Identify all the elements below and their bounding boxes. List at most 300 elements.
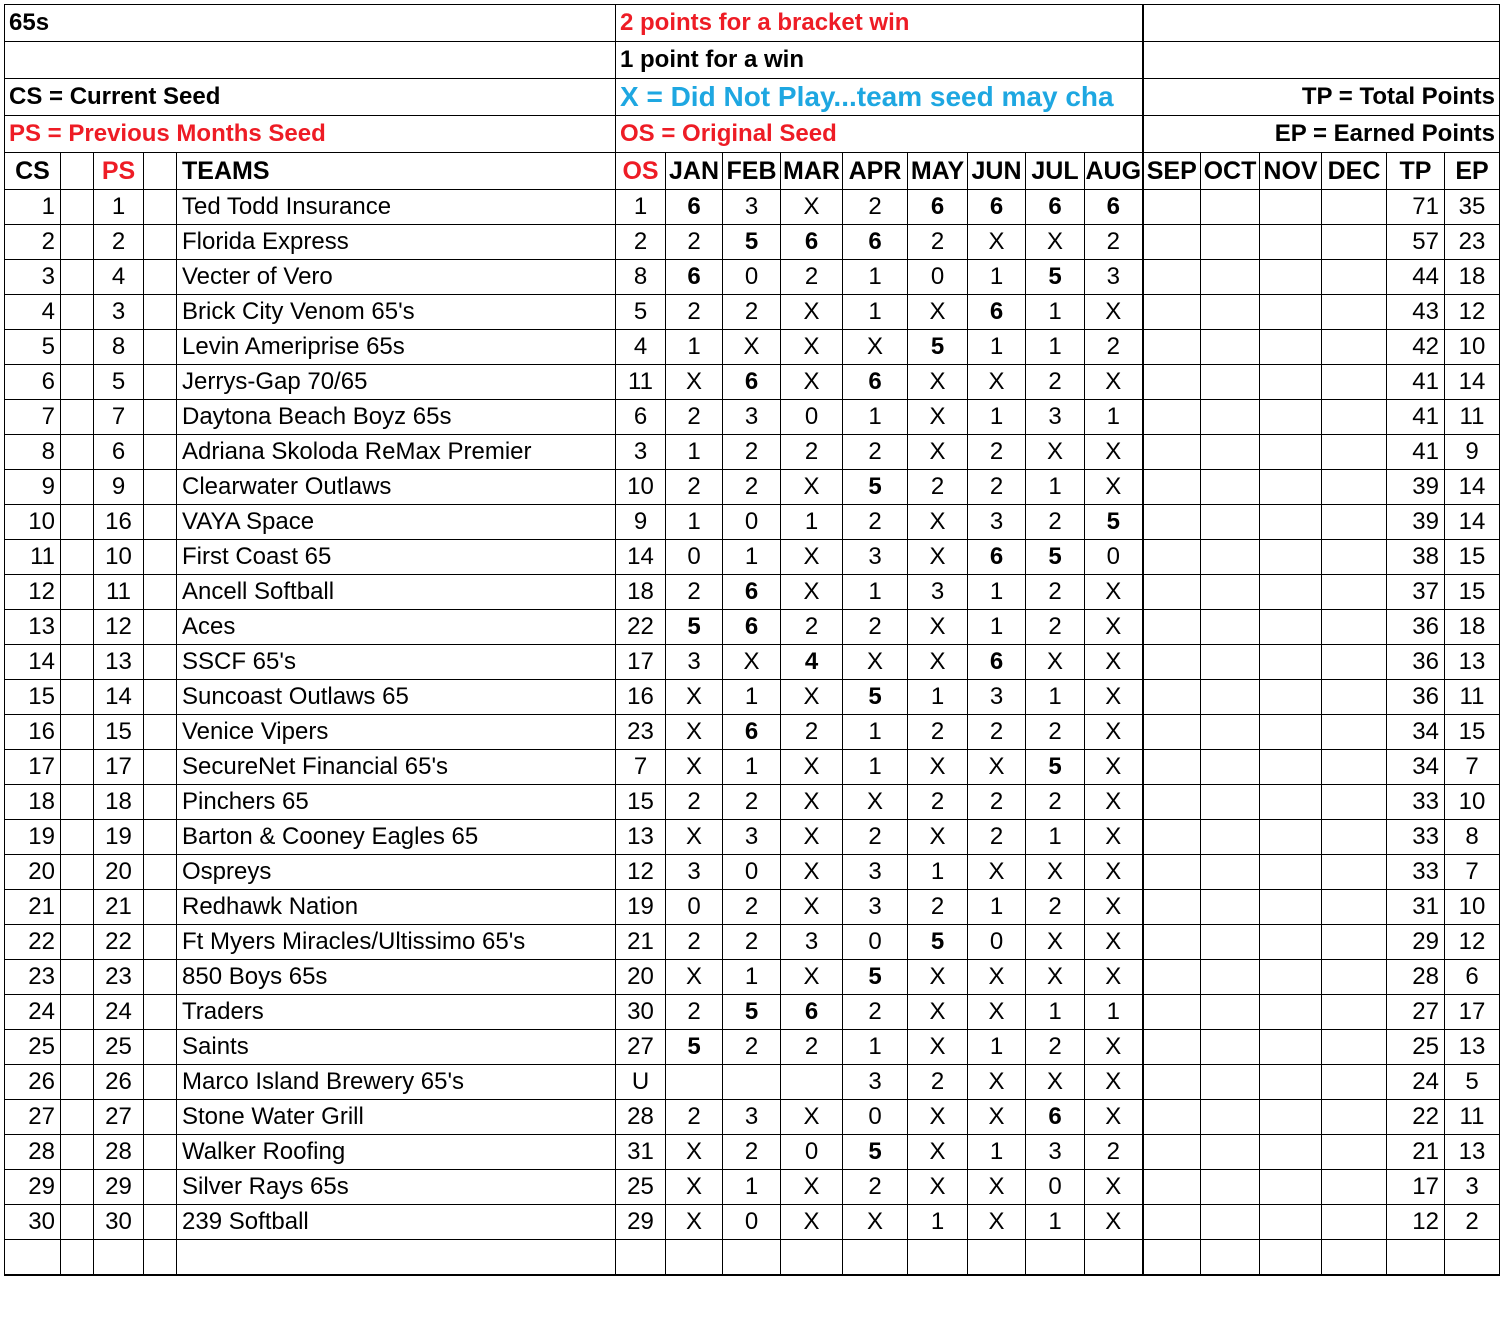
ep-cell: 18 [1445, 260, 1500, 295]
month-score-cell [1322, 785, 1387, 820]
ps-cell: 13 [94, 645, 144, 680]
month-score-cell [1322, 890, 1387, 925]
spacer-cell [144, 925, 177, 960]
cs-cell: 30 [5, 1205, 61, 1240]
month-score-cell: X [908, 1100, 968, 1135]
month-score-cell: X [968, 1100, 1026, 1135]
ps-cell: 6 [94, 435, 144, 470]
month-score-cell: 5 [843, 680, 908, 715]
table-row [5, 1205, 1500, 1240]
table-row [5, 1170, 1500, 1205]
month-score-cell [1260, 1170, 1322, 1205]
spacer-cell [61, 190, 94, 225]
tp-cell: 41 [1387, 365, 1445, 400]
empty-cell [144, 1240, 177, 1276]
month-score-cell: 5 [1026, 260, 1085, 295]
month-score-cell [1260, 750, 1322, 785]
team-name-cell: Suncoast Outlaws 65 [177, 680, 616, 715]
os-cell: 4 [616, 330, 666, 365]
month-score-cell: X [968, 1065, 1026, 1100]
ep-cell: 11 [1445, 400, 1500, 435]
month-score-cell: 2 [781, 715, 843, 750]
month-score-cell: X [1085, 1170, 1143, 1205]
month-score-cell: X [666, 960, 723, 995]
tp-cell: 44 [1387, 260, 1445, 295]
tp-cell: 38 [1387, 540, 1445, 575]
month-score-cell [1201, 680, 1260, 715]
month-score-cell: 1 [1026, 295, 1085, 330]
month-score-cell: 3 [723, 400, 781, 435]
month-score-cell: X [1026, 925, 1085, 960]
empty-cell [908, 1240, 968, 1276]
team-name-cell: 850 Boys 65s [177, 960, 616, 995]
ps-cell: 7 [94, 400, 144, 435]
spacer-cell [144, 260, 177, 295]
month-score-cell [1322, 680, 1387, 715]
month-score-cell: 2 [843, 610, 908, 645]
month-score-cell [1201, 925, 1260, 960]
month-score-cell [1143, 995, 1201, 1030]
spacer-cell [61, 1205, 94, 1240]
empty-row [5, 1240, 1500, 1276]
month-score-cell [1322, 575, 1387, 610]
month-score-cell [1322, 995, 1387, 1030]
ep-cell: 15 [1445, 540, 1500, 575]
spacer-cell [144, 855, 177, 890]
month-score-cell: X [908, 540, 968, 575]
month-score-cell: 2 [1026, 715, 1085, 750]
month-score-cell: X [781, 540, 843, 575]
ps-cell: 27 [94, 1100, 144, 1135]
month-score-cell: 2 [723, 1030, 781, 1065]
month-score-cell [1260, 470, 1322, 505]
empty-cell [1322, 1240, 1387, 1276]
tp-cell: 34 [1387, 715, 1445, 750]
table-row [5, 750, 1500, 785]
month-score-cell [1260, 1030, 1322, 1065]
cs-cell: 9 [5, 470, 61, 505]
month-score-cell: 2 [723, 890, 781, 925]
month-score-cell [1201, 960, 1260, 995]
spacer-cell [144, 1065, 177, 1100]
tp-cell: 39 [1387, 505, 1445, 540]
month-score-cell: 3 [723, 820, 781, 855]
month-score-cell [1260, 575, 1322, 610]
ep-cell: 18 [1445, 610, 1500, 645]
col-header-spacer [144, 153, 177, 190]
month-score-cell [1143, 435, 1201, 470]
month-score-cell: X [1085, 925, 1143, 960]
ps-cell: 22 [94, 925, 144, 960]
month-score-cell: X [968, 1205, 1026, 1240]
tp-cell: 21 [1387, 1135, 1445, 1170]
month-score-cell [1201, 470, 1260, 505]
month-score-cell: 1 [968, 400, 1026, 435]
tp-cell: 12 [1387, 1205, 1445, 1240]
team-name-cell: Ted Todd Insurance [177, 190, 616, 225]
month-score-cell: X [908, 610, 968, 645]
month-score-cell [1260, 995, 1322, 1030]
month-score-cell [1260, 715, 1322, 750]
spacer-cell [144, 715, 177, 750]
month-score-cell: 3 [908, 575, 968, 610]
col-header-month: DEC [1322, 153, 1387, 190]
month-score-cell: X [666, 1170, 723, 1205]
col-header-spacer [61, 153, 94, 190]
team-name-cell: 239 Softball [177, 1205, 616, 1240]
month-score-cell: 5 [723, 995, 781, 1030]
month-score-cell: 2 [723, 785, 781, 820]
month-score-cell: X [781, 855, 843, 890]
tp-cell: 37 [1387, 575, 1445, 610]
table-row [5, 575, 1500, 610]
month-score-cell: 1 [666, 505, 723, 540]
table-row [5, 225, 1500, 260]
month-score-cell: 1 [1026, 680, 1085, 715]
team-name-cell: Barton & Cooney Eagles 65 [177, 820, 616, 855]
table-row [5, 995, 1500, 1030]
team-name-cell: Brick City Venom 65's [177, 295, 616, 330]
cs-cell: 16 [5, 715, 61, 750]
month-score-cell [1322, 960, 1387, 995]
cs-cell: 12 [5, 575, 61, 610]
month-score-cell [1260, 1205, 1322, 1240]
month-score-cell: 2 [1026, 1030, 1085, 1065]
ep-cell: 5 [1445, 1065, 1500, 1100]
spacer-cell [61, 855, 94, 890]
table-row [5, 820, 1500, 855]
cs-cell: 5 [5, 330, 61, 365]
month-score-cell: X [781, 890, 843, 925]
month-score-cell: 2 [908, 715, 968, 750]
tp-cell: 29 [1387, 925, 1445, 960]
tp-cell: 42 [1387, 330, 1445, 365]
month-score-cell: 2 [908, 785, 968, 820]
team-name-cell: Adriana Skoloda ReMax Premier [177, 435, 616, 470]
month-score-cell: X [1085, 435, 1143, 470]
month-score-cell: 2 [968, 785, 1026, 820]
month-score-cell [1143, 295, 1201, 330]
cs-cell: 20 [5, 855, 61, 890]
team-name-cell: Ft Myers Miracles/Ultissimo 65's [177, 925, 616, 960]
team-name-cell: SecureNet Financial 65's [177, 750, 616, 785]
month-score-cell: 1 [723, 680, 781, 715]
month-score-cell [1322, 295, 1387, 330]
month-score-cell [1322, 540, 1387, 575]
table-row [5, 680, 1500, 715]
month-score-cell: X [908, 435, 968, 470]
ep-cell: 14 [1445, 365, 1500, 400]
month-score-cell [1201, 890, 1260, 925]
month-score-cell [1322, 715, 1387, 750]
table-row [5, 505, 1500, 540]
month-score-cell: 2 [1026, 785, 1085, 820]
team-name-cell: Daytona Beach Boyz 65s [177, 400, 616, 435]
tp-cell: 57 [1387, 225, 1445, 260]
month-score-cell: X [843, 785, 908, 820]
col-header-month: MAR [781, 153, 843, 190]
month-score-cell: 5 [843, 960, 908, 995]
month-score-cell [1260, 960, 1322, 995]
spacer-cell [144, 400, 177, 435]
month-score-cell: X [781, 1205, 843, 1240]
month-score-cell: X [1085, 1205, 1143, 1240]
month-score-cell [1201, 610, 1260, 645]
cs-cell: 17 [5, 750, 61, 785]
month-score-cell: 2 [968, 715, 1026, 750]
month-score-cell: 1 [968, 575, 1026, 610]
month-score-cell [1322, 855, 1387, 890]
os-cell: 22 [616, 610, 666, 645]
bracket-win-note: 2 points for a bracket win [616, 5, 1143, 42]
month-score-cell: X [781, 680, 843, 715]
month-score-cell: X [1085, 1030, 1143, 1065]
month-score-cell: 2 [908, 225, 968, 260]
cs-cell: 8 [5, 435, 61, 470]
month-score-cell [1201, 1100, 1260, 1135]
month-score-cell: 1 [1026, 330, 1085, 365]
month-score-cell: 2 [843, 435, 908, 470]
tp-cell: 33 [1387, 785, 1445, 820]
month-score-cell: 2 [666, 400, 723, 435]
month-score-cell: 0 [1026, 1170, 1085, 1205]
month-score-cell [1143, 645, 1201, 680]
month-score-cell: 2 [1026, 890, 1085, 925]
col-header-cs: CS [5, 153, 61, 190]
os-cell: 19 [616, 890, 666, 925]
ps-cell: 19 [94, 820, 144, 855]
team-name-cell: Venice Vipers [177, 715, 616, 750]
empty-cell [723, 1240, 781, 1276]
month-score-cell [1260, 260, 1322, 295]
month-score-cell: 3 [843, 890, 908, 925]
month-score-cell: X [843, 1205, 908, 1240]
month-score-cell: 6 [968, 190, 1026, 225]
month-score-cell [1201, 505, 1260, 540]
tp-cell: 27 [1387, 995, 1445, 1030]
month-score-cell [1143, 400, 1201, 435]
month-score-cell [1201, 1065, 1260, 1100]
spacer-cell [144, 225, 177, 260]
month-score-cell [1143, 785, 1201, 820]
ep-cell: 7 [1445, 750, 1500, 785]
month-score-cell: X [666, 1205, 723, 1240]
month-score-cell [1143, 1170, 1201, 1205]
month-score-cell [1260, 610, 1322, 645]
month-score-cell: 1 [968, 890, 1026, 925]
month-score-cell [1322, 505, 1387, 540]
month-score-cell: 3 [1026, 1135, 1085, 1170]
month-score-cell: X [1026, 1065, 1085, 1100]
spacer-cell [144, 505, 177, 540]
month-score-cell: 2 [908, 470, 968, 505]
month-score-cell: 1 [781, 505, 843, 540]
month-score-cell [1260, 330, 1322, 365]
ps-cell: 25 [94, 1030, 144, 1065]
spacer-cell [61, 715, 94, 750]
spacer-cell [61, 785, 94, 820]
month-score-cell [1201, 995, 1260, 1030]
month-score-cell: 5 [843, 470, 908, 505]
month-score-cell [1201, 645, 1260, 680]
month-score-cell [1143, 365, 1201, 400]
ps-cell: 28 [94, 1135, 144, 1170]
spacer-cell [61, 470, 94, 505]
month-score-cell [1201, 190, 1260, 225]
month-score-cell [1322, 225, 1387, 260]
month-score-cell: 0 [908, 260, 968, 295]
month-score-cell: 2 [666, 925, 723, 960]
month-score-cell: 0 [781, 1135, 843, 1170]
spacer-cell [144, 820, 177, 855]
month-score-cell: 5 [1026, 540, 1085, 575]
col-header-month: NOV [1260, 153, 1322, 190]
month-score-cell: 2 [843, 820, 908, 855]
month-score-cell [1201, 295, 1260, 330]
month-score-cell [1201, 400, 1260, 435]
empty-cell [1026, 1240, 1085, 1276]
tp-legend: TP = Total Points [1143, 79, 1500, 116]
month-score-cell: 1 [1026, 470, 1085, 505]
table-row [5, 785, 1500, 820]
month-score-cell: 4 [781, 645, 843, 680]
month-score-cell: 1 [908, 855, 968, 890]
empty-cell [177, 1240, 616, 1276]
team-name-cell: Vecter of Vero [177, 260, 616, 295]
cs-cell: 27 [5, 1100, 61, 1135]
ps-cell: 8 [94, 330, 144, 365]
table-row [5, 645, 1500, 680]
month-score-cell [1260, 190, 1322, 225]
empty-cell [1387, 1240, 1445, 1276]
spacer-cell [61, 260, 94, 295]
month-score-cell: X [908, 995, 968, 1030]
month-score-cell: 1 [968, 1135, 1026, 1170]
spacer-cell [61, 680, 94, 715]
month-score-cell [1201, 540, 1260, 575]
month-score-cell: X [1085, 750, 1143, 785]
col-header-month: JAN [666, 153, 723, 190]
month-score-cell: 0 [666, 890, 723, 925]
month-score-cell: X [908, 1030, 968, 1065]
col-header-month: OCT [1201, 153, 1260, 190]
os-cell: 13 [616, 820, 666, 855]
month-score-cell [1201, 1205, 1260, 1240]
ps-cell: 21 [94, 890, 144, 925]
tp-cell: 41 [1387, 435, 1445, 470]
spacer-cell [144, 1170, 177, 1205]
month-score-cell [1143, 925, 1201, 960]
spacer-cell [144, 575, 177, 610]
month-score-cell [1260, 645, 1322, 680]
month-score-cell: 0 [723, 505, 781, 540]
ep-cell: 6 [1445, 960, 1500, 995]
month-score-cell: 2 [1026, 505, 1085, 540]
tp-cell: 22 [1387, 1100, 1445, 1135]
os-legend: OS = Original Seed [616, 116, 1143, 153]
month-score-cell: 2 [666, 225, 723, 260]
month-score-cell: X [1026, 645, 1085, 680]
month-score-cell: 1 [1026, 1205, 1085, 1240]
month-score-cell [1201, 1135, 1260, 1170]
col-header-ep: EP [1445, 153, 1500, 190]
month-score-cell: X [908, 960, 968, 995]
table-row [5, 1100, 1500, 1135]
month-score-cell: 0 [968, 925, 1026, 960]
month-score-cell: 2 [666, 295, 723, 330]
spacer-cell [144, 1135, 177, 1170]
spacer-cell [61, 540, 94, 575]
month-score-cell: 6 [968, 540, 1026, 575]
empty-cell [1085, 1240, 1143, 1276]
spacer-cell [144, 1205, 177, 1240]
ps-cell: 10 [94, 540, 144, 575]
ps-cell: 1 [94, 190, 144, 225]
tp-cell: 43 [1387, 295, 1445, 330]
table-row [5, 855, 1500, 890]
team-name-cell: Jerrys-Gap 70/65 [177, 365, 616, 400]
month-score-cell: X [781, 295, 843, 330]
ps-cell: 29 [94, 1170, 144, 1205]
cs-legend: CS = Current Seed [5, 79, 616, 116]
month-score-cell: 0 [843, 1100, 908, 1135]
spacer-cell [144, 540, 177, 575]
ep-cell: 12 [1445, 925, 1500, 960]
month-score-cell: X [1085, 960, 1143, 995]
month-score-cell [1322, 820, 1387, 855]
month-score-cell: 3 [843, 540, 908, 575]
ep-cell: 8 [1445, 820, 1500, 855]
cs-cell: 19 [5, 820, 61, 855]
month-score-cell [1201, 1170, 1260, 1205]
month-score-cell: 2 [666, 1100, 723, 1135]
month-score-cell [1143, 820, 1201, 855]
col-header-month: JUN [968, 153, 1026, 190]
month-score-cell: 6 [1026, 1100, 1085, 1135]
spacer-cell [61, 645, 94, 680]
month-score-cell: 3 [666, 855, 723, 890]
month-score-cell: X [1085, 820, 1143, 855]
tp-cell: 28 [1387, 960, 1445, 995]
ep-cell: 15 [1445, 715, 1500, 750]
month-score-cell: 2 [1026, 365, 1085, 400]
ps-cell: 24 [94, 995, 144, 1030]
month-score-cell: 2 [1026, 575, 1085, 610]
ps-cell: 30 [94, 1205, 144, 1240]
month-score-cell [1322, 645, 1387, 680]
empty-legend-cell [1143, 42, 1500, 79]
spacer-cell [144, 645, 177, 680]
os-cell: 31 [616, 1135, 666, 1170]
month-score-cell [1143, 890, 1201, 925]
month-score-cell: 1 [908, 1205, 968, 1240]
month-score-cell: X [1085, 365, 1143, 400]
table-row [5, 715, 1500, 750]
col-header-teams: TEAMS [177, 153, 616, 190]
month-score-cell: 3 [843, 1065, 908, 1100]
ep-cell: 17 [1445, 995, 1500, 1030]
month-score-cell [1322, 470, 1387, 505]
month-score-cell: 2 [908, 1065, 968, 1100]
spacer-cell [61, 890, 94, 925]
os-cell: 8 [616, 260, 666, 295]
month-score-cell: 2 [843, 505, 908, 540]
cs-cell: 11 [5, 540, 61, 575]
os-cell: 15 [616, 785, 666, 820]
month-score-cell [1260, 820, 1322, 855]
month-score-cell: X [1085, 785, 1143, 820]
month-score-cell [1260, 295, 1322, 330]
